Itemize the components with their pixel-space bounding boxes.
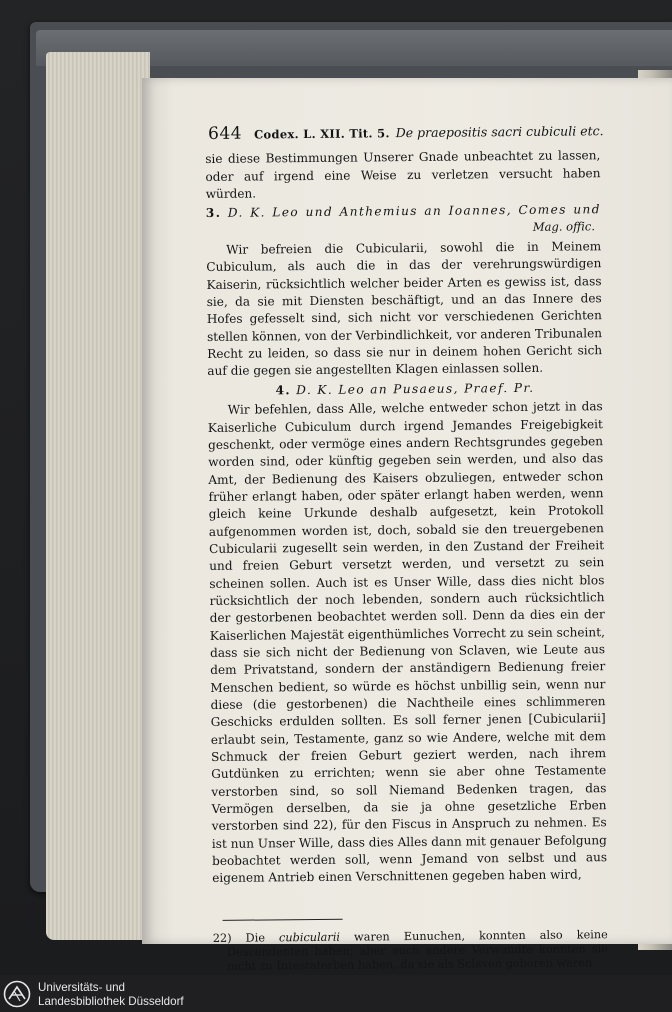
page-number: 644 (207, 123, 243, 144)
page-text (205, 122, 608, 985)
ulb-logo-icon (3, 980, 31, 1008)
intro-line: sie diese Bestimmungen Unserer Gnade unbeachtet zu lassen, (205, 148, 601, 167)
page-stack (46, 52, 150, 940)
section-3-text: Wir befreien die Cubicularii, sowohl die in Meinem Cubiculum, als auch die in das der verehrungswürdigen Kaiserin, rücksichtlich welcher beider Arten es gewiss ist, dass sie, da sie mit Diensten beschäftigt, und an das Innere des Hofes gefesselt sind, sich nicht vor verschiedenen Gerichten stellen können, von der Verbindlichkeit, vor anderen Tribunalen Recht zu leiden, so dass sie nur in deinem hohen Gericht sich auf die gegen sie angestellten Klagen einlassen sollen. (206, 239, 603, 379)
codex-reference: Codex. L. XII. Tit. 5. (253, 126, 390, 142)
footnote-rule (223, 918, 343, 920)
section-title: D. K. Leo an Pusaeus, Praef. Pr. (296, 380, 535, 397)
footnote-text-after: waren Eunuchen, konnten also keine Descendenten haben; aber auch andere Verwandte konnten sie nicht zu Intestaterben haben, da sie als Sclaven geboren waren. (226, 928, 608, 973)
library-credit (38, 981, 184, 1008)
library-name-line1: Universitäts- und (38, 981, 125, 994)
section-4-text: Wir befehlen, dass Alle, welche entweder schon jetzt in das Kaiserliche Cubiculum durch irgend Jemandes Freigebigkeit geschenkt, oder vermöge eines andern Rechtsgrundes gegeben worden sind, oder künftig gegeben sein werden, und also das Amt, der Bedienung des Kaisers obzuliegen, entweder schon früher erlangt haben, oder später erlangt haben werden, wenn gleich keine Urkunde deshalb aufgesetzt, kein Protokoll aufgenommen worden ist, doch, sobald sie den treuergebenen Cubicularii zugesellt sein werden, in den Zustand der Freiheit und freien Geburt versetzt werden, und versetzt zu sein scheinen sollen. Auch ist es Unser Wille, dass dies nicht blos rücksichtlich der noch lebenden, sondern auch rücksichtlich der gestorbenen beobachtet werden soll. Denn da dies ein der Kaiserlichen Majestät eigenthümliches Vorrecht zu sein scheint, dass sie sich nicht der Bedienung von Sclaven, wie Leute aus dem Privatstand, sondern der anständigern Bedienung freier Menschen bedient, so würde es höchst unbillig sein, wenn nur diese (die gestorbenen) die Nachtheile eines schlimmeren Geschicks erdulden sollten. Es soll ferner jenen [Cubicularii] erlaubt sein, Testamente, ganz so wie Andere, welche mit dem Schmuck der freien Geburt geziert werden, nach ihrem Gutdünken zu errichten; wenn sie aber ohne Testamente verstorben sind, so soll Niemand Bedenken tragen, das Vermögen derselben, da sie ja ohne gesetzliche Erben verstorben sind 22), für den Fiscus in Anspruch zu nehmen. Es ist nun Unser Wille, dass dies Alles dann mit genauer Befolgung beobachtet werden soll, wenn Jemand von selbst und aus eigenem Antrieb einen Verschnittenen gegeben haben wird, (207, 399, 608, 886)
footnote-emphasis: cubicularii (278, 930, 341, 945)
section-title: D. K. Leo und Anthemius an Ioannes, Comes und (227, 202, 601, 221)
section-number: 3. (205, 206, 222, 221)
footnote (213, 928, 608, 974)
section-3-heading-cont: Mag. offic. (532, 218, 596, 234)
section-number: 4. (275, 382, 292, 398)
running-title: De praepositis sacri cubiculi etc. (395, 123, 604, 141)
footer-bar (0, 975, 672, 1012)
library-name-line2: Landesbibliothek Düsseldorf (38, 994, 184, 1008)
section-4-heading (207, 379, 602, 400)
running-head (207, 122, 604, 144)
footnote-number: 22) (212, 931, 232, 946)
footnote-text-before: Die (245, 931, 266, 945)
intro-line: oder auf irgend eine Weise zu verletzen versucht haben würden. (205, 165, 601, 202)
